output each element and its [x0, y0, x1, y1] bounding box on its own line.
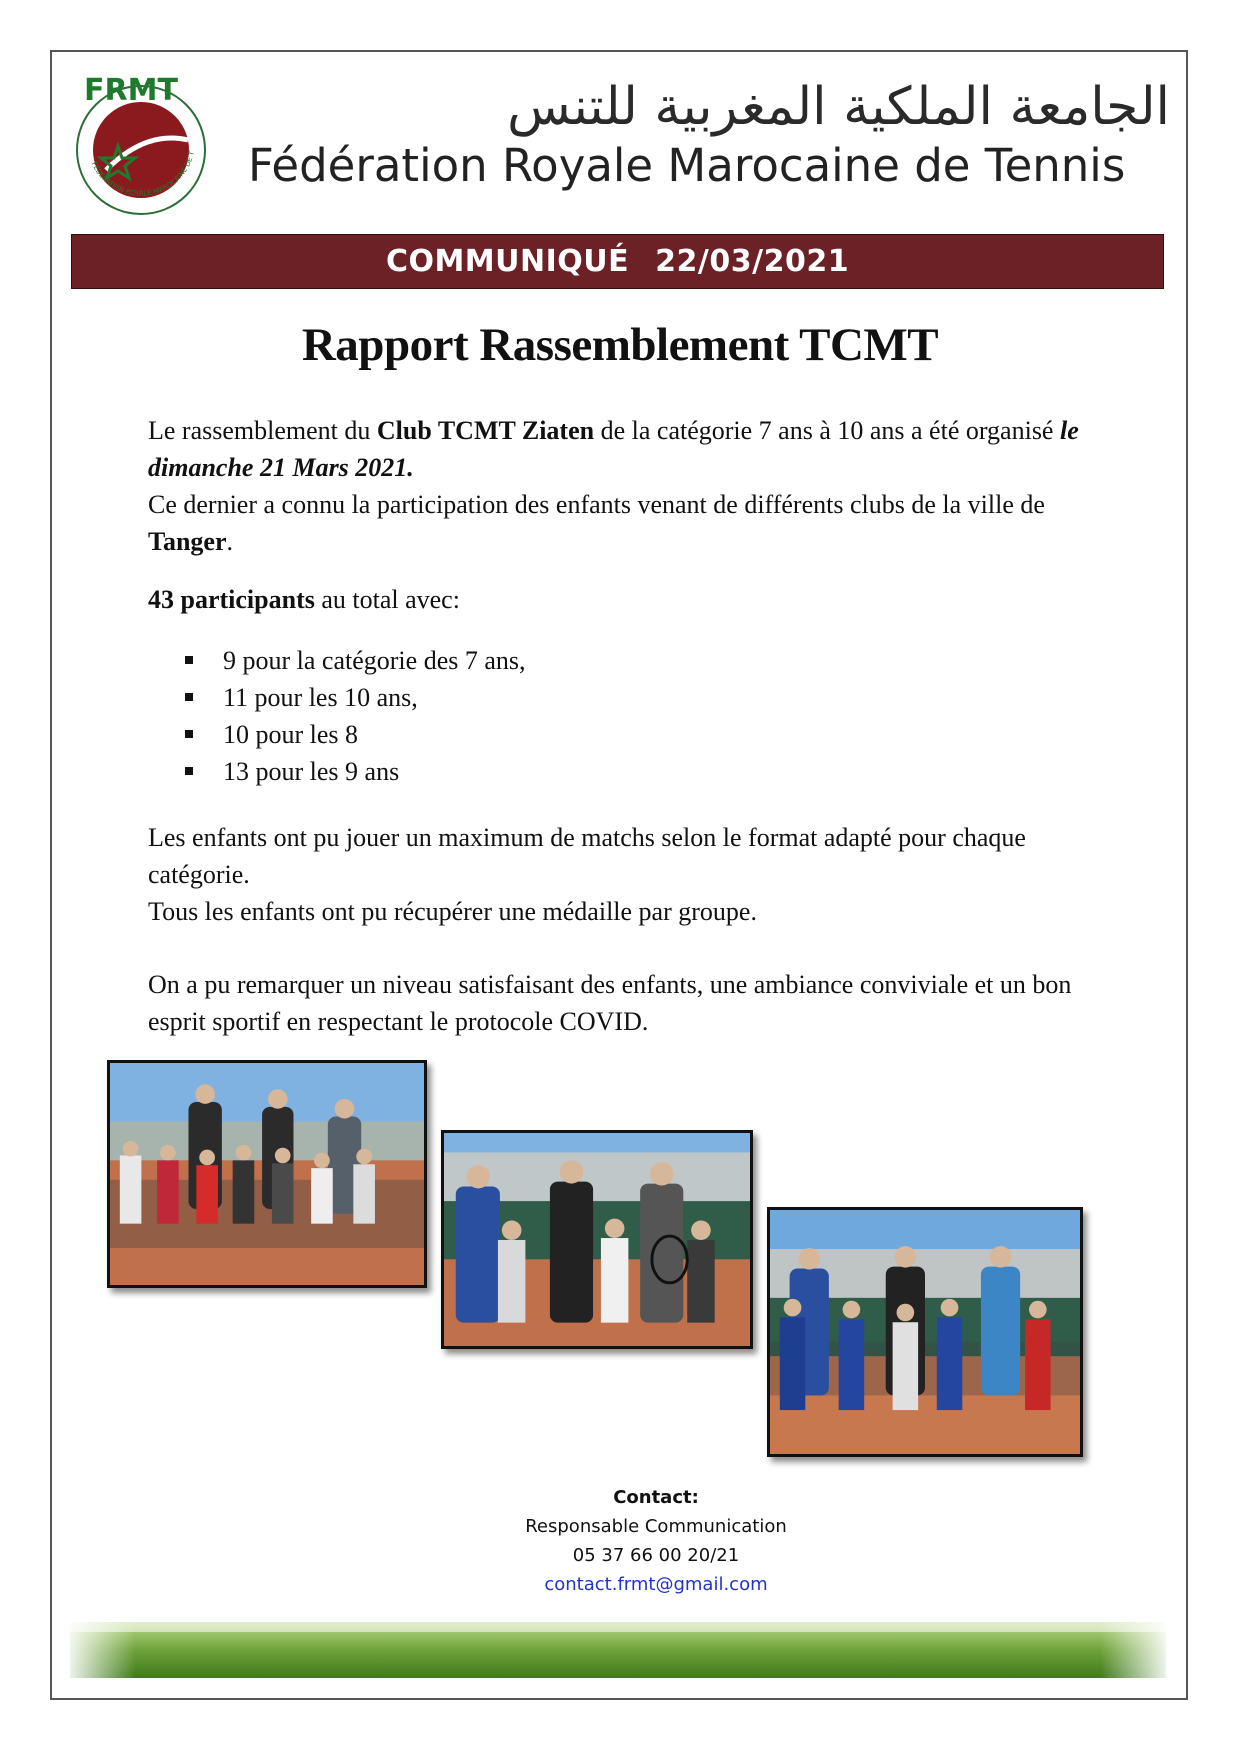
- list-item-text: 9 pour la catégorie des 7 ans,: [223, 646, 526, 675]
- list-item-text: 13 pour les 9 ans: [223, 757, 400, 786]
- group-photo-1: [107, 1060, 427, 1288]
- participants-count: 43 participants: [148, 585, 315, 614]
- bullet-square-icon: [185, 730, 193, 738]
- list-item: [185, 642, 526, 679]
- logo-text: FRMT: [84, 73, 178, 108]
- conclusion-text: On a pu remarquer un niveau satisfaisant des enfants, une ambiance conviviale et un bon esprit sportif en respectant le protocole COVID.: [148, 970, 1072, 1036]
- group-photo-3: [767, 1207, 1083, 1457]
- city-name: Tanger: [148, 527, 227, 556]
- contact-role: Responsable Communication: [525, 1516, 787, 1537]
- contact-phone: 05 37 66 00 20/21: [572, 1545, 740, 1566]
- paragraph-matches: [148, 819, 1088, 930]
- contact-label: Contact:: [613, 1487, 699, 1508]
- bullet-square-icon: [185, 693, 193, 701]
- participants-text: au total avec:: [314, 585, 460, 614]
- banner-date: 22/03/2021: [655, 244, 850, 279]
- communique-banner: [71, 234, 1164, 289]
- contact-email-link[interactable]: contact.frmt@gmail.com: [544, 1574, 768, 1595]
- category-list: [185, 642, 526, 790]
- intro-text: .: [226, 527, 233, 556]
- club-name: Club TCMT Ziaten: [376, 416, 595, 445]
- french-title: Fédération Royale Marocaine de Tennis: [248, 139, 1126, 192]
- frmt-logo: [66, 70, 216, 220]
- document-title: Rapport Rassemblement TCMT: [301, 319, 939, 371]
- logo-ring-text: FÉDÉRATION ROYALE MAROCAINE DE T: [89, 150, 197, 198]
- event-date: le dimanche 21 Mars 2021.: [148, 416, 1079, 482]
- bullet-square-icon: [185, 656, 193, 664]
- list-item: [185, 753, 526, 790]
- group-photo-2: [441, 1130, 753, 1349]
- banner-label: COMMUNIQUÉ: [385, 244, 630, 279]
- list-item: [185, 679, 526, 716]
- matches-text: Les enfants ont pu jouer un maximum de matchs selon le format adapté pour chaque catégorie.: [148, 823, 1026, 889]
- grass-footer-image: [70, 1622, 1166, 1678]
- list-item-text: 10 pour les 8: [223, 720, 359, 749]
- intro-text: de la catégorie 7 ans à 10 ans a été organisé: [594, 416, 1060, 445]
- list-item-text: 11 pour les 10 ans,: [223, 683, 418, 712]
- intro-text: Ce dernier a connu la participation des enfants venant de différents clubs de la ville de: [148, 490, 1045, 519]
- paragraph-participants: [148, 581, 1088, 618]
- paragraph-conclusion: [148, 966, 1088, 1040]
- paragraph-intro: [148, 412, 1088, 560]
- arabic-title: الجامعة الملكية المغربية للتنس: [507, 77, 1170, 137]
- intro-text: Le rassemblement du: [148, 416, 377, 445]
- list-item: [185, 716, 526, 753]
- medals-text: Tous les enfants ont pu récupérer une médaille par groupe.: [148, 897, 757, 926]
- bullet-square-icon: [185, 767, 193, 775]
